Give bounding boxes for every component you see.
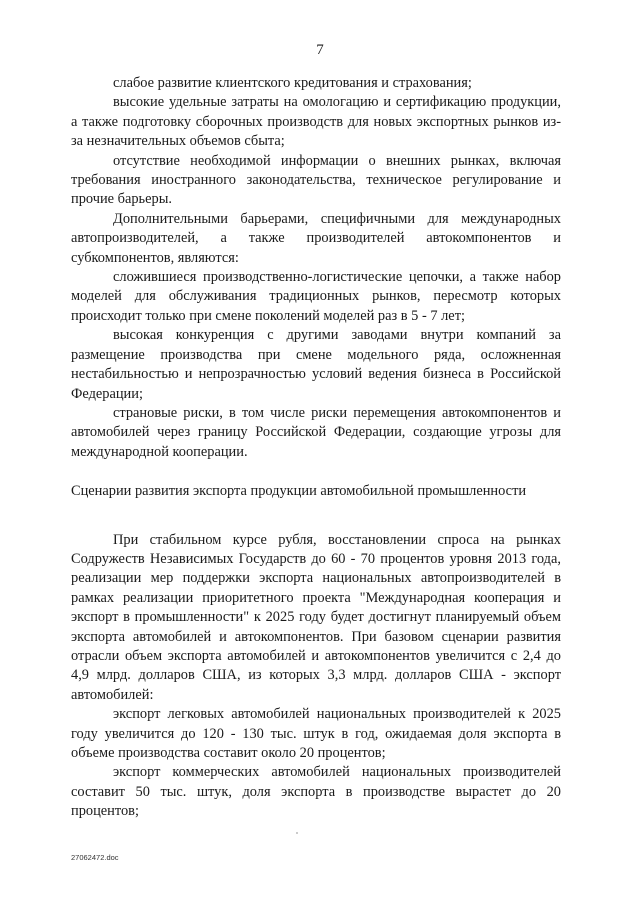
paragraph: страновые риски, в том числе риски перемещения автокомпонентов и автомобилей через границу Российской Федерации, создающие угрозы для международной кооперации. [71, 404, 561, 460]
paragraph: отсутствие необходимой информации о внешних рынках, включая требования иностранного законодательства, техническое регулирование и прочие барьеры. [71, 152, 561, 208]
paragraph: Дополнительными барьерами, специфичными для международных автопроизводителей, а также производителей автокомпонентов и субкомпонентов, являются: [71, 210, 561, 266]
paragraph: высокая конкуренция с другими заводами внутри компаний за размещение производства при смене модельного ряда, осложненная нестабильностью и непрозрачностью условий ведения бизнеса в Российской Федерации; [71, 327, 561, 402]
body-text [71, 74, 561, 822]
paragraph: экспорт легковых автомобилей национальных производителей к 2025 году увеличится до 120 - 130 тыс. штук в год, ожидаемая доля экспорта в объеме производства составит около 20 процентов; [71, 706, 561, 761]
paragraph: экспорт коммерческих автомобилей национальных производителей составит 50 тыс. штук, доля экспорта в производстве вырастет до 20 процентов; [71, 764, 561, 820]
paragraph: сложившиеся производственно-логистические цепочки, а также набор моделей для обслуживания традиционных рынков, пересмотр которых происходит только при смене поколений моделей раз в 5 - 7 лет; [71, 269, 561, 324]
paragraph: высокие удельные затраты на омологацию и сертификацию продукции, а также подготовку сборочных производств для новых экспортных рынков из-за незначительных объемов сбыта; [71, 94, 561, 150]
scan-speck [296, 832, 298, 834]
paragraph: При стабильном курсе рубля, восстановлении спроса на рынках Содружеств Независимых Государств до 60 - 70 процентов уровня 2013 года, реализации мер поддержки экспорта национальных автопроизводителей в рамках реализации приоритетного проекта "Международная кооперация и экспорт в промышленности" к 2025 году будет достигнут планируемый объем экспорта автомобилей и автокомпонентов. При базовом сценарии развития отрасли объем экспорта автомобилей и автокомпонентов увеличится с 2,4 до 4,9 млрд. долларов США, из которых 3,3 млрд. долларов США - экспорт автомобилей: [71, 531, 561, 703]
section-heading: Сценарии развития экспорта продукции автомобильной промышленности [71, 483, 527, 500]
page-number: 7 [316, 42, 324, 58]
paragraph: слабое развитие клиентского кредитования и страхования; [113, 75, 472, 91]
footer-file-code: 27062472.doc [71, 853, 119, 862]
